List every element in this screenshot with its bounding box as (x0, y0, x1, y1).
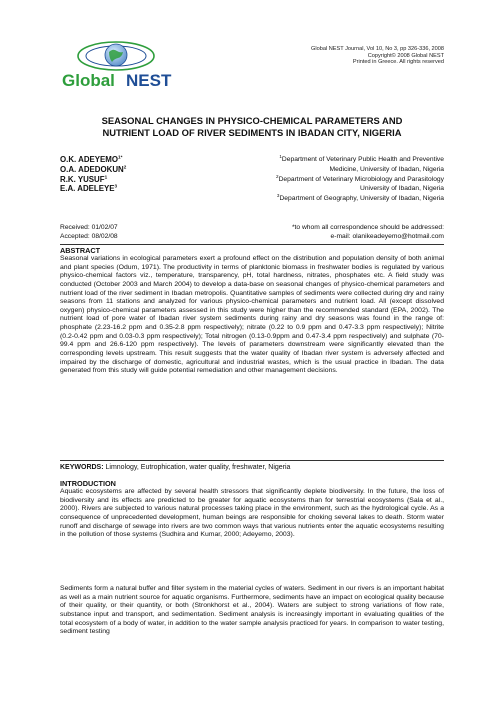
divider-top (60, 244, 444, 245)
affiliation-1-line-1: $^1$Department of Veterinary Public Health and Preventive (279, 153, 444, 163)
affiliations (276, 155, 444, 204)
logo-word-nest: NEST (126, 71, 172, 90)
author-3: R.K. YUSUF$^1$ (60, 173, 108, 184)
title-line-1: SEASONAL CHANGES IN PHYSICO-CHEMICAL PARAMETERS AND (101, 115, 403, 126)
correspondence-note: *to whom all correspondence should be addressed: (291, 224, 444, 231)
author-list (60, 155, 126, 194)
affiliation-2-line-2: University of Ibadan, Nigeria (359, 185, 444, 193)
keywords (60, 463, 290, 472)
journal-info (311, 46, 444, 66)
logo-word-global: Global (62, 71, 115, 90)
introduction-heading: INTRODUCTION (60, 479, 116, 488)
journal-rights: Printed in Greece. All rights reserved (352, 59, 444, 66)
submission-dates (60, 223, 118, 241)
journal-citation: Global NEST Journal, Vol 10, No 3, pp 326-336, 2008 (311, 46, 444, 52)
affiliation-1-line-2: Medicine, University of Ibadan, Nigeria (329, 165, 444, 173)
author-4: E.A. ADELEYE$^3$ (60, 183, 118, 194)
affiliation-2-line-1: $^2$Department of Veterinary Microbiology and Parasitology (276, 173, 444, 183)
global-nest-logo (56, 38, 186, 94)
keywords-list: Limnology, Eutrophication, water quality, freshwater, Nigeria (103, 464, 291, 471)
keywords-label: KEYWORDS: (60, 464, 104, 471)
correspondence-email: e-mail: olanikeadeyemo@hotmail.com (330, 233, 444, 240)
received-date: Received: 01/02/07 (60, 224, 118, 231)
accepted-date: Accepted: 08/02/08 (60, 233, 118, 240)
title-line-2: NUTRIENT LOAD OF RIVER SEDIMENTS IN IBADAN CITY, NIGERIA (102, 126, 402, 138)
author-2: O.A. ADEDOKUN$^2$ (60, 164, 127, 174)
abstract-text: Seasonal variations in ecological parameters exert a profound effect on the distribution and population density of both animal and plant species (Odum, 1971). The productivity in terms of planktonic biomass in freshwater bodies is regulated by various physico-chemical factors viz., temperature, transparency, pH, total hardness, nitrates, phosphates etc. A field study was conducted (October 2003 and March 2004) to develop a data-base on seasonal changes of physico-chemical parameters and nutrient load of the river sediment in Ibadan metropolis. Quantitative samples of sediments were collected during dry and rainy seasons from 11 stations and analyzed for various physico-chemical parameters and nutrient load. All (except dissolved oxygen) physico-chemical parameters assessed in this study were higher than the recommended standard (EPA, 2002). The nutrient load of pore water of Ibadan river system sediments during rainy and dry seasons was found in the range of: phosphate (2.23-16.2 ppm and 0.35-2.8 ppm respectively); nitrate (0.22 to 0.9 ppm and 0.47-3.3 ppm respectively); Nitrite (0.2-0.42 ppm and 0.03-0.3 ppm respectively); Total nitrogen (0.13-0.9ppm and 0.47-3.4 ppm respectively) and sulphate (70-99.4 ppm and 26.6-120 ppm respectively). The levels of parameters downstream were significantly elevated than the corresponding levels upstream. This result suggests that the water quality of Ibadan river system is adversely affected and impaired by the discharge of domestic, agricultural and industrial wastes, which is the usual practice in Ibadan. The data generated from this study will guide potential remediation and other management decisions. (60, 255, 444, 375)
author-1: O.K. $ADEYEMO^{1*}$ (60, 154, 123, 164)
paper-title (56, 115, 448, 138)
affiliation-3-line-1: $^3$Department of Geography, University of Ibadan, Nigeria (276, 192, 444, 203)
divider-bottom (60, 460, 444, 461)
introduction-paragraph-1: Aquatic ecosystems are affected by several health stressors that significantly deplete biodiversity. In the future, the loss of biodiversity and its effects are predicted to be greater for aquatic ecosystems than for terrestrial ecosystems (Sala et al., 2000). Rivers are subjected to various natural processes taking place in the environment, such as the hydrological cycle. As a consequence of unprecedented development, human beings are responsible for choking several lakes to death. Storm water runoff and discharge of sewage into rivers are two common ways that various nutrients enter the aquatic ecosystems resulting in the pollution of those systems (Sudhira and Kumar, 2000; Adeyemo, 2003). (60, 488, 444, 539)
introduction-paragraph-2: Sediments form a natural buffer and filter system in the material cycles of waters. Sediment in our rivers is an important habitat as well as a main nutrient source for aquatic organisms. Furthermore, sediments have an impact on ecological quality because of their quality, or their quantity, or both (Stronkhorst et al., 2004). Waters are subject to strong variations of flow rate, substance input and transport, and sedimentation. Sediment analysis is increasingly important in evaluating qualities of the total ecosystem of a body of water, in addition to the water sample analysis practiced for years. In comparison to water testing, sediment testing (60, 585, 444, 636)
correspondence (292, 223, 444, 241)
abstract-heading: ABSTRACT (60, 246, 101, 255)
globe-icon (56, 38, 186, 94)
journal-copyright: Copyright© 2008 Global NEST (367, 52, 444, 59)
